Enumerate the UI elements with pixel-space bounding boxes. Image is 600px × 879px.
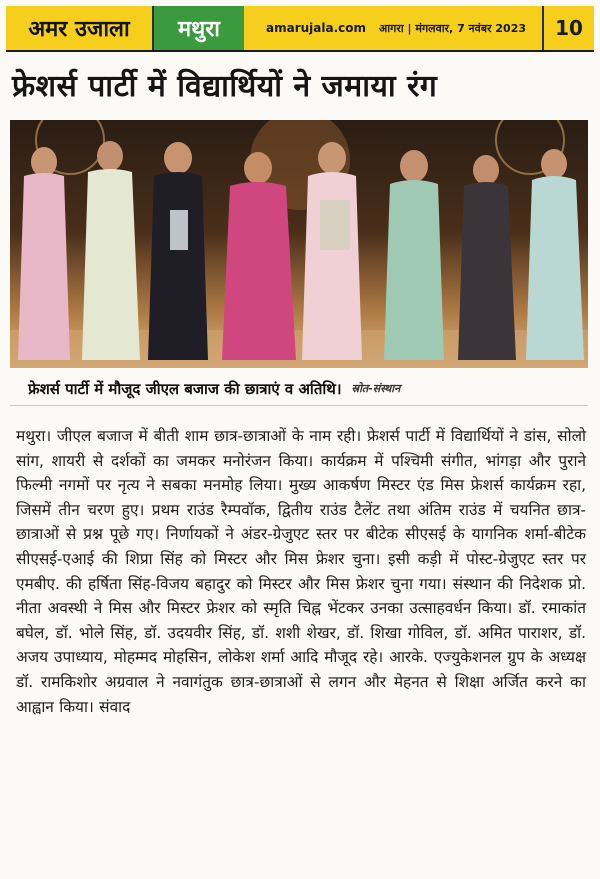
page-number: 10 (542, 6, 594, 50)
website-label: amarujala.com (266, 21, 367, 35)
masthead (6, 6, 594, 52)
group-photo-illustration (10, 120, 588, 368)
headline: फ्रेशर्स पार्टी में विद्यार्थियों ने जमाया रंग (12, 69, 438, 104)
article-body (16, 424, 586, 719)
article-paragraph: मथुरा। जीएल बजाज में बीती शाम छात्र-छात्राओं के नाम रही। फ्रेशर्स पार्टी में विद्यार्थियों ने डांस, सोलो सांग, शायरी से दर्शकों का जमकर मनोरंजन किया। कार्यक्रम में पश्चिमी संगीत, भांगड़ा और पुराने फिल्मी नगमों पर नृत्य ने सबका मनमोह लिया। मुख्य आकर्षण मिस्टर एंड मिस फ्रेशर्स कार्यक्रम रहा, जिसमें तीन चरण हुए। प्रथम राउंड रैम्पवॉक, द्वितीय राउंड टैलेंट तथा अंतिम राउंड में चयनित छात्र-छात्राओं से प्रश्न पूछे गए। निर्णायकों ने अंडर-ग्रेजुएट स्तर पर बीटेक सीएसई के यागनिक शर्मा-बीटेक सीएसई-एआई की शिप्रा सिंह को मिस्टर और मिस फ्रेशर चुना। इसी कड़ी में पोस्ट-ग्रेजुएट स्तर पर एमबीए. की हर्षिता सिंह-विजय बहादुर को मिस्टर और मिस फ्रेशर चुना गया। संस्थान की निदेशक प्रो. नीता अवस्थी ने मिस और मिस्टर फ्रेशर को स्मृति चिह्न भेंटकर उनका उत्साहवर्धन किया। डॉ. रमाकांत बघेल, डॉ. भोले सिंह, डॉ. उदयवीर सिंह, डॉ. शशी शेखर, डॉ. शिखा गोविल, डॉ. अमित पाराशर, डॉ. अजय उपाध्याय, मोहम्मद मोहसिन, लोकेश शर्मा आदि मौजूद रहे। आरके. एज्युकेशनल ग्रुप के अध्यक्ष डॉ. रामकिशोर अग्रवाल ने नवागंतुक छात्र-छात्राओं से लगन और मेहनत से शिक्षा अर्जित करने का आह्वान किया। संवाद (16, 427, 586, 716)
edition-date: आगरा | मंगलवार, 7 नवंबर 2023 (378, 21, 526, 35)
photo-caption (10, 372, 588, 406)
photo-credit: स्रोत-संस्थान (351, 382, 401, 395)
paper-name-logo: अमर उजाला (6, 6, 154, 50)
city-edition-label: मथुरा (154, 6, 244, 50)
caption-text: फ्रेशर्स पार्टी में मौजूद जीएल बजाज की छात्राएं व अतिथि। (28, 379, 342, 398)
news-photo (10, 120, 588, 368)
